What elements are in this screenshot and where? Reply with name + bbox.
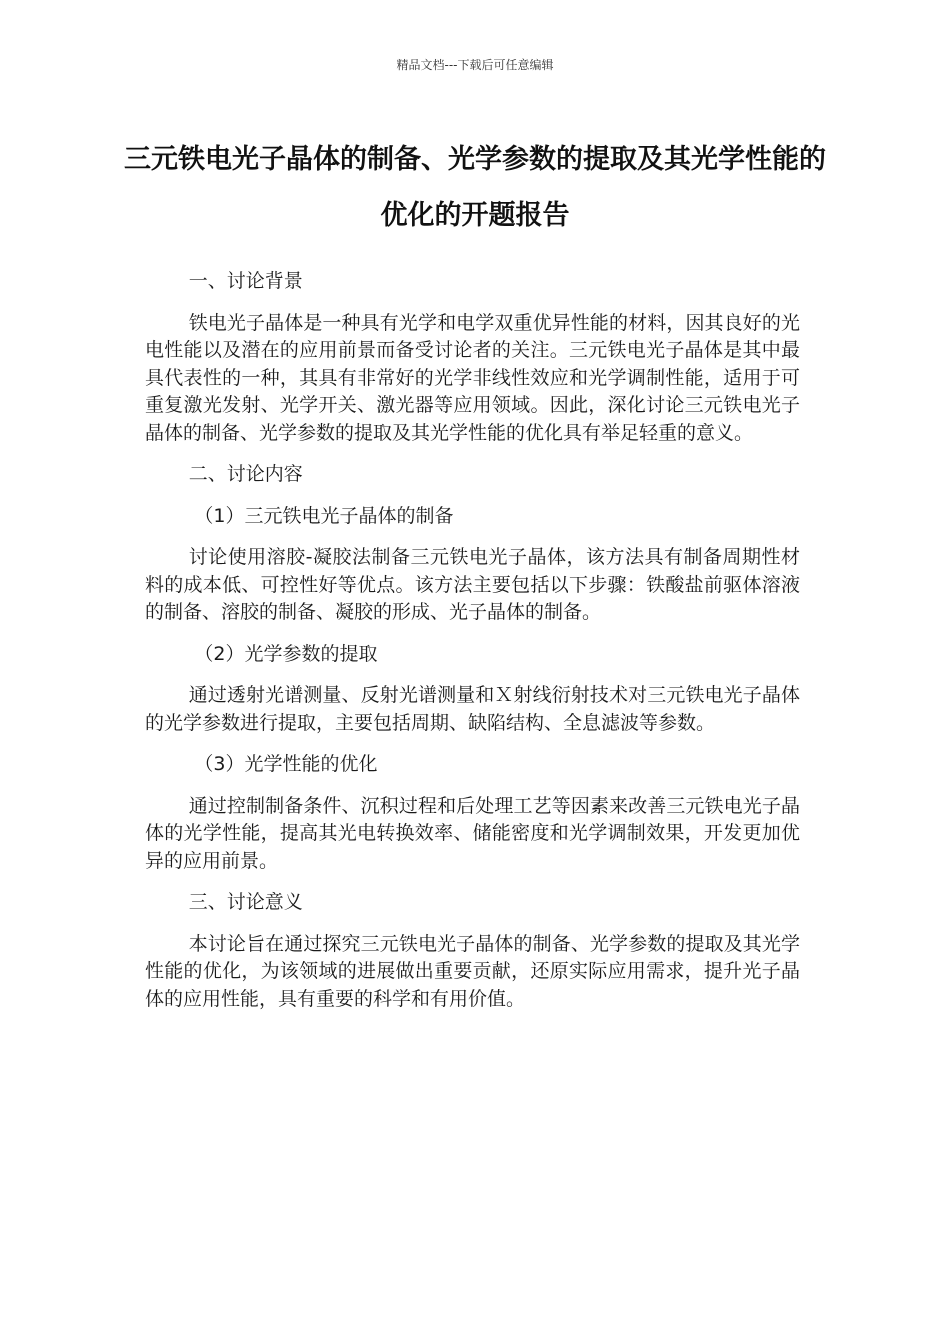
section-heading-significance: 三、讨论意义 — [188, 891, 303, 913]
section-paragraph-background: 铁电光子晶体是一种具有光学和电学双重优异性能的材料，因其良好的光电性能以及潜在的应用前景而备受讨论者的关注。三元铁电光子晶体是其中最具代表性的一种，其具有非常好的光学非线性效应和光学调制性能，适用于可重复激光发射、光学开关、激光器等应用领域。因此，深化讨论三元铁电光子晶体的制备、光学参数的提取及其光学性能的优化具有举足轻重的意义。 — [145, 311, 800, 444]
document-body — [145, 268, 800, 1027]
subsection-paragraph-optimization: 通过控制制备条件、沉积过程和后处理工艺等因素来改善三元铁电光子晶体的光学性能，提高其光电转换效率、储能密度和光学调制效果，开发更加优异的应用前景。 — [145, 794, 800, 872]
section-heading-background: 一、讨论背景 — [188, 270, 303, 292]
subsection-heading-preparation: （1）三元铁电光子晶体的制备 — [194, 504, 454, 527]
section-heading-content: 二、讨论内容 — [188, 463, 303, 485]
document-title: 三元铁电光子晶体的制备、光学参数的提取及其光学性能的优化的开题报告 — [124, 144, 826, 231]
subsection-heading-parameter-extraction: （2）光学参数的提取 — [194, 642, 378, 665]
subsection-paragraph-preparation: 讨论使用溶胶-凝胶法制备三元铁电光子晶体，该方法具有制备周期性材料的成本低、可控性好等优点。该方法主要包括以下步骤：铁酸盐前驱体溶液的制备、溶胶的制备、凝胶的形成、光子晶体的制备。 — [145, 546, 800, 623]
subsection-heading-optimization: （3）光学性能的优化 — [194, 753, 378, 775]
section-paragraph-significance: 本讨论旨在通过探究三元铁电光子晶体的制备、光学参数的提取及其光学性能的优化，为该领域的进展做出重要贡献，还原实际应用需求，提升光子晶体的应用性能，具有重要的科学和有用价值。 — [145, 932, 800, 1010]
subsection-paragraph-parameter-extraction: 通过透射光谱测量、反射光谱测量和Ｘ射线衍射技术对三元铁电光子晶体的光学参数进行提取，主要包括周期、缺陷结构、全息滤波等参数。 — [145, 684, 800, 734]
page-header-note: 精品文档---下载后可任意编辑 — [396, 58, 554, 72]
